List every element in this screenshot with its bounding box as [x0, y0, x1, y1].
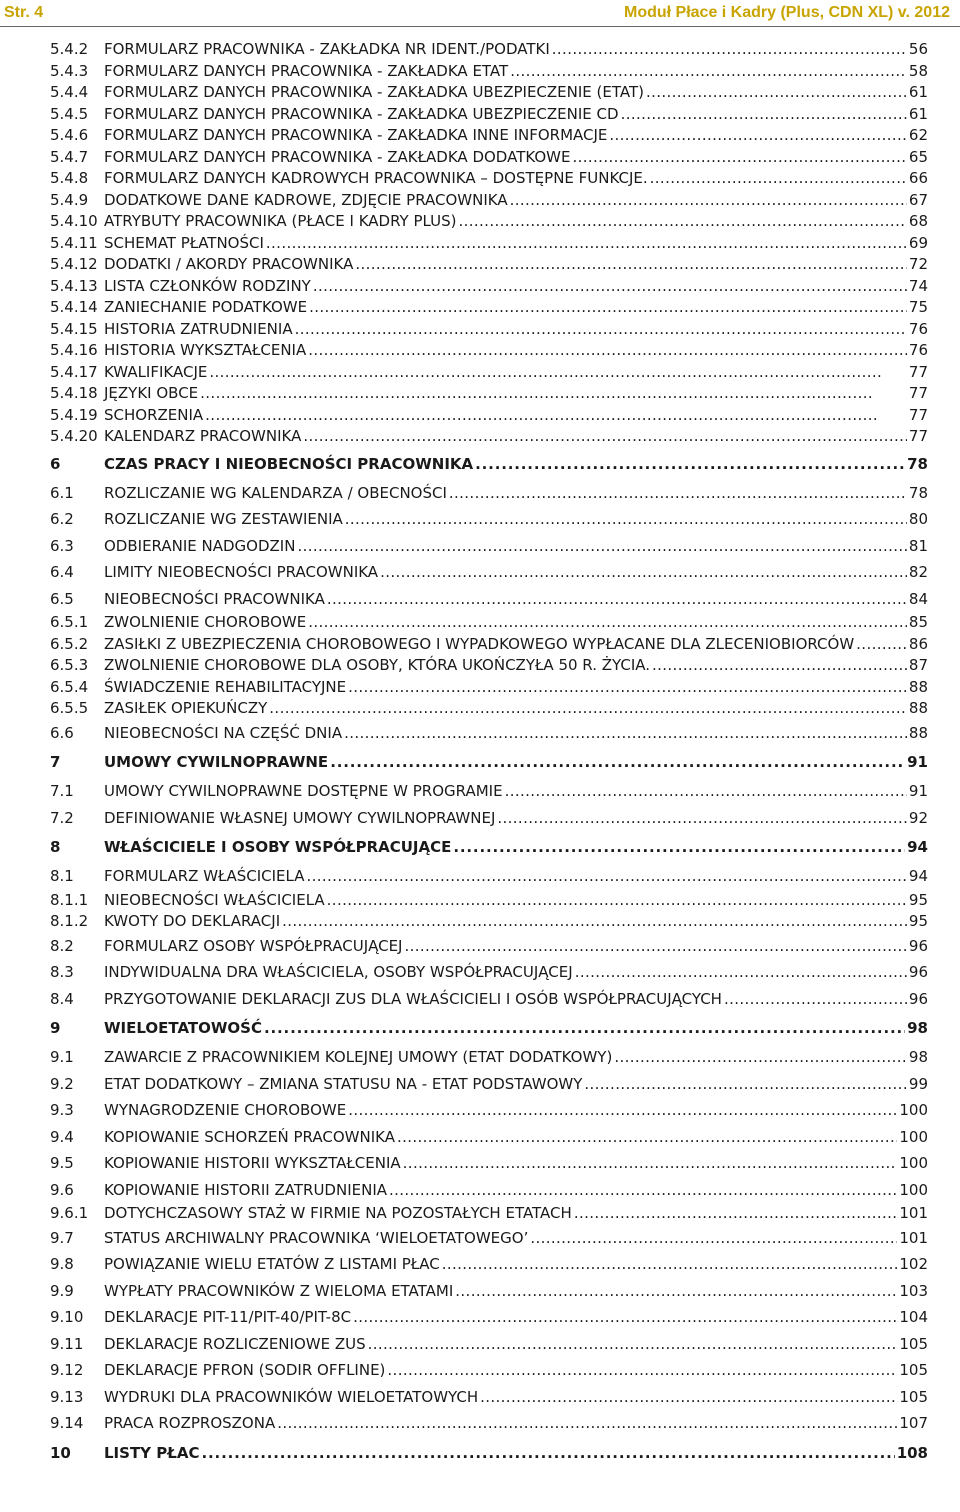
toc-entry[interactable] — [50, 1124, 928, 1151]
toc-entry-page: 98 — [907, 1044, 928, 1071]
header-rule — [0, 26, 960, 27]
dot-leader — [387, 1357, 897, 1384]
document-title: Moduł Płace i Kadry (Plus, CDN XL) v. 2012 — [623, 4, 950, 21]
dot-leader — [609, 125, 907, 147]
toc-entry-page: 107 — [897, 1410, 928, 1437]
dot-leader — [277, 1410, 897, 1437]
dot-leader — [266, 233, 907, 255]
dot-leader — [621, 104, 907, 126]
toc-entry-page: 80 — [907, 506, 928, 533]
toc-entry-page: 85 — [907, 612, 928, 634]
dot-leader — [327, 890, 907, 912]
toc-entry-number: 6.5.2 — [50, 634, 89, 653]
dot-leader — [650, 168, 907, 190]
toc-entry-title[interactable]: KWALIFIKACJE — [104, 362, 209, 384]
toc-entry[interactable] — [50, 559, 928, 586]
page-number-label: Str. 4 — [4, 4, 44, 21]
dot-leader — [269, 698, 907, 720]
toc-entry-number: 7 — [50, 753, 61, 771]
toc-entry[interactable] — [50, 1331, 928, 1358]
dot-leader — [202, 1437, 895, 1469]
toc-entry-title[interactable]: PRACA ROZPROSZONA — [104, 1410, 277, 1437]
toc-entry-page: 95 — [907, 890, 928, 912]
toc-entry-page: 61 — [907, 104, 928, 126]
toc-entry[interactable] — [50, 125, 928, 147]
toc-entry[interactable] — [50, 1044, 928, 1071]
toc-entry-title[interactable]: NIEOBECNOŚCI NA CZĘŚĆ DNIA — [104, 720, 344, 747]
toc-entry-page: 103 — [897, 1278, 928, 1305]
toc-entry-title[interactable]: FORMULARZ DANYCH PRACOWNIKA - ZAKŁADKA INNE INFORMACJE — [104, 125, 609, 147]
dot-leader — [646, 82, 907, 104]
toc-entry-number: 5.4.12 — [50, 255, 98, 273]
toc-entry-number: 6.3 — [50, 536, 74, 555]
toc-entry-page: 82 — [907, 559, 928, 586]
dot-leader — [614, 1044, 907, 1071]
toc-entry-page: 108 — [895, 1437, 928, 1469]
dot-leader — [297, 533, 906, 560]
toc-entry-number: 7.1 — [50, 782, 74, 800]
dot-leader — [530, 1225, 897, 1252]
toc-entry-page: 100 — [897, 1150, 928, 1177]
dot-leader — [453, 831, 905, 863]
toc-entry-number: 5.4.18 — [50, 384, 98, 402]
dot-leader — [368, 1331, 898, 1358]
toc-entry-title[interactable]: SCHORZENIA — [104, 405, 205, 427]
toc-entry[interactable] — [50, 383, 928, 405]
toc-entry-page: 77 — [907, 362, 928, 384]
dot-leader — [345, 506, 907, 533]
toc-entry-title[interactable]: WIELOETATOWOŚĆ — [104, 1012, 264, 1044]
toc-entry[interactable] — [50, 831, 928, 863]
toc-entry-title[interactable]: FORMULARZ DANYCH KADROWYCH PRACOWNIKA – DOSTĘPNE FUNKCJE. — [104, 168, 650, 190]
dot-leader — [552, 39, 907, 61]
toc-entry-page: 74 — [907, 276, 928, 298]
toc-entry-number: 6.6 — [50, 723, 74, 742]
dot-leader — [497, 805, 907, 832]
toc-entry-number: 9.7 — [50, 1228, 74, 1247]
toc-entry[interactable] — [50, 405, 928, 427]
toc-entry-title[interactable]: DEKLARACJE PIT-11/PIT-40/PIT-8C — [104, 1304, 353, 1331]
toc-entry-number: 6.2 — [50, 510, 74, 528]
toc-entry-title[interactable]: ZWOLNIENIE CHOROBOWE DLA OSOBY, KTÓRA UKOŃCZYŁA 50 R. ŻYCIA. — [104, 655, 652, 677]
toc-entry[interactable] — [50, 276, 928, 298]
toc-entry-title[interactable]: DEKLARACJE ROZLICZENIOWE ZUS — [104, 1331, 368, 1358]
toc-entry[interactable] — [50, 61, 928, 83]
toc-entry-page: 65 — [907, 147, 928, 169]
page-header — [0, 0, 960, 26]
toc-entry[interactable] — [50, 1384, 928, 1411]
toc-entry[interactable] — [50, 211, 928, 233]
toc-entry-page: 105 — [897, 1384, 928, 1411]
toc-entry-number: 8.1.1 — [50, 890, 89, 909]
toc-entry-title[interactable]: FORMULARZ DANYCH PRACOWNIKA - ZAKŁADKA ETAT — [104, 61, 510, 83]
toc-entry-page: 72 — [907, 254, 928, 276]
toc-entry-page: 76 — [907, 319, 928, 341]
toc-entry-title[interactable]: ŚWIADCZENIE REHABILITACYJNE — [104, 677, 348, 699]
toc-entry-page: 77 — [907, 405, 928, 427]
toc-entry-page: 105 — [897, 1331, 928, 1358]
dot-leader — [200, 383, 907, 405]
toc-entry-page: 101 — [897, 1203, 928, 1225]
dot-leader — [856, 634, 907, 656]
toc-entry-title[interactable]: NIEOBECNOŚCI PRACOWNIKA — [104, 586, 327, 613]
dot-leader — [344, 720, 907, 747]
toc-entry[interactable] — [50, 746, 928, 778]
toc-entry-page: 67 — [907, 190, 928, 212]
toc-entry[interactable] — [50, 362, 928, 384]
toc-entry-number: 10 — [50, 1443, 71, 1462]
toc-entry-number: 5.4.9 — [50, 190, 89, 209]
toc-entry-title[interactable]: FORMULARZ DANYCH PRACOWNIKA - ZAKŁADKA DODATKOWE — [104, 147, 573, 169]
toc-entry-title[interactable]: POWIĄZANIE WIELU ETATÓW Z LISTAMI PŁAC — [104, 1251, 442, 1278]
dot-leader — [574, 1203, 898, 1225]
toc-entry-number: 6.5 — [50, 589, 74, 608]
toc-entry[interactable] — [50, 1097, 928, 1124]
dot-leader — [308, 340, 907, 362]
toc-entry-number: 5.4.16 — [50, 341, 98, 359]
dot-leader — [724, 986, 907, 1013]
toc-entry[interactable] — [50, 233, 928, 255]
toc-entry-page: 78 — [905, 448, 928, 480]
toc-entry-number: 6.4 — [50, 563, 74, 581]
dot-leader — [575, 959, 907, 986]
table-of-contents — [50, 39, 928, 1469]
toc-entry-title[interactable]: INDYWIDUALNA DRA WŁAŚCICIELA, OSOBY WSPÓŁPRACUJĄCEJ — [104, 959, 575, 986]
toc-entry-title[interactable]: ROZLICZANIE WG KALENDARZA / OBECNOŚCI — [104, 480, 449, 507]
toc-entry-title[interactable]: ROZLICZANIE WG ZESTAWIENIA — [104, 506, 345, 533]
dot-leader — [510, 61, 907, 83]
toc-entry[interactable] — [50, 1304, 928, 1331]
toc-entry[interactable] — [50, 586, 928, 613]
toc-entry-number: 6.5.1 — [50, 613, 89, 631]
toc-entry[interactable] — [50, 677, 928, 699]
toc-entry[interactable] — [50, 147, 928, 169]
toc-entry-page: 61 — [907, 82, 928, 104]
toc-entry-page: 88 — [907, 698, 928, 720]
toc-entry-number: 9.13 — [50, 1387, 84, 1406]
toc-entry-page: 66 — [907, 168, 928, 190]
toc-entry-page: 101 — [897, 1225, 928, 1252]
toc-entry-page: 76 — [907, 340, 928, 362]
dot-leader — [264, 1012, 905, 1044]
toc-entry-title[interactable]: ZASIŁEK OPIEKUŃCZY — [104, 698, 269, 720]
toc-entry-page: 84 — [907, 586, 928, 613]
toc-entry-number: 9.6 — [50, 1180, 74, 1199]
dot-leader — [355, 254, 907, 276]
toc-entry-number: 9.9 — [50, 1281, 74, 1300]
toc-entry[interactable] — [50, 39, 928, 61]
dot-leader — [652, 655, 907, 677]
toc-entry[interactable] — [50, 1150, 928, 1177]
toc-entry-page: 75 — [907, 297, 928, 319]
dot-leader — [330, 746, 905, 778]
toc-entry-title[interactable]: ZASIŁKI Z UBEZPIECZENIA CHOROBOWEGO I WYPADKOWEGO WYPŁACANE DLA ZLECENIOBIORCÓW — [104, 634, 856, 656]
dot-leader — [205, 405, 907, 427]
dot-leader — [573, 147, 907, 169]
toc-entry-number: 9.3 — [50, 1101, 74, 1119]
toc-entry-title[interactable]: ZWOLNIENIE CHOROBOWE — [104, 612, 308, 634]
toc-entry-number: 9.8 — [50, 1255, 74, 1273]
toc-entry-number: 8.4 — [50, 989, 74, 1008]
toc-entry-number: 6.1 — [50, 483, 74, 502]
toc-entry[interactable] — [50, 1251, 928, 1278]
toc-entry-page: 100 — [897, 1097, 928, 1124]
toc-entry-page: 88 — [907, 677, 928, 699]
dot-leader — [307, 863, 907, 890]
toc-entry-number: 9.12 — [50, 1361, 84, 1379]
toc-entry-number: 7.2 — [50, 808, 74, 827]
toc-entry[interactable] — [50, 1071, 928, 1098]
toc-entry-number: 5.4.5 — [50, 104, 89, 123]
toc-entry-number: 8.1 — [50, 867, 74, 885]
toc-entry[interactable] — [50, 82, 928, 104]
toc-entry-title[interactable]: ETAT DODATKOWY – ZMIANA STATUSU NA - ETAT PODSTAWOWY — [104, 1071, 584, 1098]
toc-entry-number: 6 — [50, 454, 61, 473]
toc-entry[interactable] — [50, 1410, 928, 1437]
toc-entry-title[interactable]: HISTORIA WYKSZTAŁCENIA — [104, 340, 308, 362]
toc-entry-title[interactable]: ZANIECHANIE PODATKOWE — [104, 297, 309, 319]
toc-entry-page: 56 — [907, 39, 928, 61]
toc-entry[interactable] — [50, 319, 928, 341]
toc-entry[interactable] — [50, 720, 928, 747]
toc-entry-number: 9.2 — [50, 1074, 74, 1093]
toc-entry-page: 91 — [905, 746, 928, 778]
toc-entry-title[interactable]: DEKLARACJE PFRON (SODIR OFFLINE) — [104, 1357, 387, 1384]
toc-entry-title[interactable]: LIMITY NIEOBECNOŚCI PRACOWNIKA — [104, 559, 380, 586]
toc-entry-page: 81 — [907, 533, 928, 560]
toc-entry-number: 8 — [50, 838, 61, 856]
toc-entry[interactable] — [50, 805, 928, 832]
toc-entry-title[interactable]: CZAS PRACY I NIEOBECNOŚCI PRACOWNIKA — [104, 448, 475, 480]
toc-entry-title[interactable]: JĘZYKI OBCE — [104, 383, 200, 405]
toc-entry[interactable] — [50, 506, 928, 533]
toc-entry-title[interactable]: FORMULARZ WŁAŚCICIELA — [104, 863, 307, 890]
toc-entry-number: 9.5 — [50, 1154, 74, 1172]
toc-entry-number: 5.4.20 — [50, 427, 98, 445]
toc-entry-title[interactable]: DEFINIOWANIE WŁASNEJ UMOWY CYWILNOPRAWNEJ — [104, 805, 497, 832]
toc-entry-number: 9.10 — [50, 1308, 84, 1326]
toc-entry[interactable] — [50, 254, 928, 276]
dot-leader — [308, 612, 907, 634]
toc-entry[interactable] — [50, 1437, 928, 1469]
toc-entry[interactable] — [50, 480, 928, 507]
toc-entry-number: 5.4.10 — [50, 212, 98, 230]
dot-leader — [442, 1251, 898, 1278]
dot-leader — [348, 1097, 897, 1124]
toc-entry[interactable] — [50, 778, 928, 805]
toc-entry-title[interactable]: WYDRUKI DLA PRACOWNIKÓW WIELOETATOWYCH — [104, 1384, 480, 1411]
toc-entry-title[interactable]: WŁAŚCICIELE I OSOBY WSPÓŁPRACUJĄCE — [104, 831, 453, 863]
dot-leader — [404, 933, 906, 960]
toc-entry-title[interactable]: UMOWY CYWILNOPRAWNE — [104, 746, 330, 778]
dot-leader — [510, 190, 907, 212]
dot-leader — [353, 1304, 897, 1331]
toc-entry-page: 62 — [907, 125, 928, 147]
toc-entry-number: 5.4.11 — [50, 233, 98, 252]
toc-entry-page: 77 — [907, 383, 928, 405]
toc-entry[interactable] — [50, 1225, 928, 1252]
toc-entry-number: 5.4.6 — [50, 126, 89, 144]
toc-entry[interactable] — [50, 448, 928, 480]
dot-leader — [397, 1124, 897, 1151]
toc-entry-number: 6.5.5 — [50, 699, 89, 717]
toc-entry-page: 94 — [905, 831, 928, 863]
toc-entry-number: 9.4 — [50, 1127, 74, 1146]
toc-entry-title[interactable]: UMOWY CYWILNOPRAWNE DOSTĘPNE W PROGRAMIE — [104, 778, 505, 805]
toc-entry-number: 5.4.7 — [50, 147, 89, 166]
toc-entry-page: 96 — [907, 959, 928, 986]
dot-leader — [505, 778, 907, 805]
dot-leader — [584, 1071, 907, 1098]
toc-entry-title[interactable]: FORMULARZ DANYCH PRACOWNIKA - ZAKŁADKA UBEZPIECZENIE (ETAT) — [104, 82, 646, 104]
dot-leader — [449, 480, 907, 507]
toc-entry-title[interactable]: FORMULARZ PRACOWNIKA - ZAKŁADKA NR IDENT./PODATKI — [104, 39, 552, 61]
toc-entry-page: 105 — [897, 1357, 928, 1384]
toc-entry[interactable] — [50, 863, 928, 890]
toc-entry-title[interactable]: DOTYCHCZASOWY STAŻ W FIRMIE NA POZOSTAŁYCH ETATACH — [104, 1203, 574, 1225]
toc-entry-page: 104 — [897, 1304, 928, 1331]
toc-entry-number: 8.2 — [50, 936, 74, 955]
toc-entry-title[interactable]: ATRYBUTY PRACOWNIKA (PŁACE I KADRY PLUS) — [104, 211, 459, 233]
toc-entry-title[interactable]: WYPŁATY PRACOWNIKÓW Z WIELOMA ETATAMI — [104, 1278, 455, 1305]
dot-leader — [309, 297, 907, 319]
toc-entry[interactable] — [50, 986, 928, 1013]
toc-entry[interactable] — [50, 340, 928, 362]
dot-leader — [282, 911, 907, 933]
toc-entry-title[interactable]: STATUS ARCHIWALNY PRACOWNIKA ‘WIELOETATOWEGO’ — [104, 1225, 530, 1252]
toc-entry-title[interactable]: DODATKOWE DANE KADROWE, ZDJĘCIE PRACOWNIKA — [104, 190, 510, 212]
dot-leader — [455, 1278, 897, 1305]
toc-entry-page: 98 — [905, 1012, 928, 1044]
toc-entry-number: 9.1 — [50, 1048, 74, 1066]
toc-entry[interactable] — [50, 698, 928, 720]
toc-entry[interactable] — [50, 959, 928, 986]
toc-entry-page: 92 — [907, 805, 928, 832]
toc-entry-title[interactable]: FORMULARZ DANYCH PRACOWNIKA - ZAKŁADKA UBEZPIECZENIE CD — [104, 104, 621, 126]
toc-entry-number: 6.5.3 — [50, 656, 89, 674]
toc-entry-page: 96 — [907, 986, 928, 1013]
dot-leader — [403, 1150, 898, 1177]
toc-entry-number: 5.4.4 — [50, 83, 89, 101]
toc-entry[interactable] — [50, 426, 928, 448]
toc-entry-page: 87 — [907, 655, 928, 677]
toc-entry-title[interactable]: FORMULARZ OSOBY WSPÓŁPRACUJĄCEJ — [104, 933, 404, 960]
toc-entry-title[interactable]: WYNAGRODZENIE CHOROBOWE — [104, 1097, 348, 1124]
toc-entry[interactable] — [50, 1177, 928, 1204]
dot-leader — [475, 448, 905, 480]
toc-entry-page: 102 — [897, 1251, 928, 1278]
toc-entry[interactable] — [50, 1203, 928, 1225]
toc-entry-page: 100 — [897, 1124, 928, 1151]
toc-entry-title[interactable]: HISTORIA ZATRUDNIENIA — [104, 319, 295, 341]
toc-entry-page: 95 — [907, 911, 928, 933]
toc-entry-page: 78 — [907, 480, 928, 507]
dot-leader — [380, 559, 907, 586]
toc-entry[interactable] — [50, 533, 928, 560]
toc-entry-title[interactable]: LISTY PŁAC — [104, 1437, 202, 1469]
toc-entry[interactable] — [50, 655, 928, 677]
toc-entry-number: 9.14 — [50, 1414, 84, 1432]
toc-entry-title[interactable]: ODBIERANIE NADGODZIN — [104, 533, 297, 560]
toc-entry-number: 9.6.1 — [50, 1204, 89, 1222]
toc-entry[interactable] — [50, 1278, 928, 1305]
toc-entry-title[interactable]: KWOTY DO DEKLARACJI — [104, 911, 282, 933]
toc-entry-page: 88 — [907, 720, 928, 747]
toc-entry[interactable] — [50, 890, 928, 912]
toc-entry-number: 9 — [50, 1019, 61, 1037]
toc-entry[interactable] — [50, 933, 928, 960]
toc-entry-page: 69 — [907, 233, 928, 255]
toc-entry-title[interactable]: KOPIOWANIE SCHORZEŃ PRACOWNIKA — [104, 1124, 397, 1151]
toc-entry-number: 6.5.4 — [50, 677, 89, 696]
toc-entry-number: 8.1.2 — [50, 912, 89, 930]
toc-entry-title[interactable]: KOPIOWANIE HISTORII WYKSZTAŁCENIA — [104, 1150, 403, 1177]
toc-entry-number: 5.4.17 — [50, 362, 98, 381]
toc-entry-title[interactable]: NIEOBECNOŚCI WŁAŚCICIELA — [104, 890, 327, 912]
toc-entry-title[interactable]: KALENDARZ PRACOWNIKA — [104, 426, 303, 448]
toc-entry-number: 5.4.2 — [50, 40, 89, 58]
dot-leader — [480, 1384, 897, 1411]
toc-entry-page: 100 — [897, 1177, 928, 1204]
toc-entry-title[interactable]: SCHEMAT PŁATNOŚCI — [104, 233, 266, 255]
toc-entry-page: 58 — [907, 61, 928, 83]
toc-entry[interactable] — [50, 297, 928, 319]
toc-entry[interactable] — [50, 911, 928, 933]
toc-entry[interactable] — [50, 104, 928, 126]
toc-entry-number: 5.4.13 — [50, 276, 98, 295]
toc-entry-number: 5.4.14 — [50, 298, 98, 316]
dot-leader — [295, 319, 907, 341]
toc-entry[interactable] — [50, 612, 928, 634]
toc-entry-title[interactable]: PRZYGOTOWANIE DEKLARACJI ZUS DLA WŁAŚCICIELI I OSÓB WSPÓŁPRACUJĄCYCH — [104, 986, 724, 1013]
toc-entry-title[interactable]: KOPIOWANIE HISTORII ZATRUDNIENIA — [104, 1177, 389, 1204]
dot-leader — [303, 426, 907, 448]
toc-entry-title[interactable]: DODATKI / AKORDY PRACOWNIKA — [104, 254, 355, 276]
toc-entry-page: 86 — [907, 634, 928, 656]
toc-entry[interactable] — [50, 1357, 928, 1384]
toc-entry[interactable] — [50, 1012, 928, 1044]
toc-entry-number: 8.3 — [50, 963, 74, 981]
dot-leader — [459, 211, 907, 233]
toc-entry-number: 9.11 — [50, 1334, 84, 1353]
toc-entry-page: 77 — [907, 426, 928, 448]
toc-entry[interactable] — [50, 634, 928, 656]
toc-entry-number: 5.4.19 — [50, 405, 98, 424]
dot-leader — [389, 1177, 897, 1204]
toc-entry-title[interactable]: ZAWARCIE Z PRACOWNIKIEM KOLEJNEJ UMOWY (ETAT DODATKOWY) — [104, 1044, 614, 1071]
dot-leader — [313, 276, 907, 298]
toc-entry-page: 68 — [907, 211, 928, 233]
dot-leader — [348, 677, 907, 699]
toc-entry-page: 99 — [907, 1071, 928, 1098]
toc-entry-number: 5.4.3 — [50, 61, 89, 80]
dot-leader — [209, 362, 907, 384]
dot-leader — [327, 586, 907, 613]
toc-entry-number: 5.4.15 — [50, 319, 98, 338]
toc-entry[interactable] — [50, 190, 928, 212]
toc-entry-page: 96 — [907, 933, 928, 960]
toc-entry-page: 91 — [907, 778, 928, 805]
toc-entry-number: 5.4.8 — [50, 169, 89, 187]
toc-entry[interactable] — [50, 168, 928, 190]
toc-entry-page: 94 — [907, 863, 928, 890]
toc-entry-title[interactable]: LISTA CZŁONKÓW RODZINY — [104, 276, 313, 298]
